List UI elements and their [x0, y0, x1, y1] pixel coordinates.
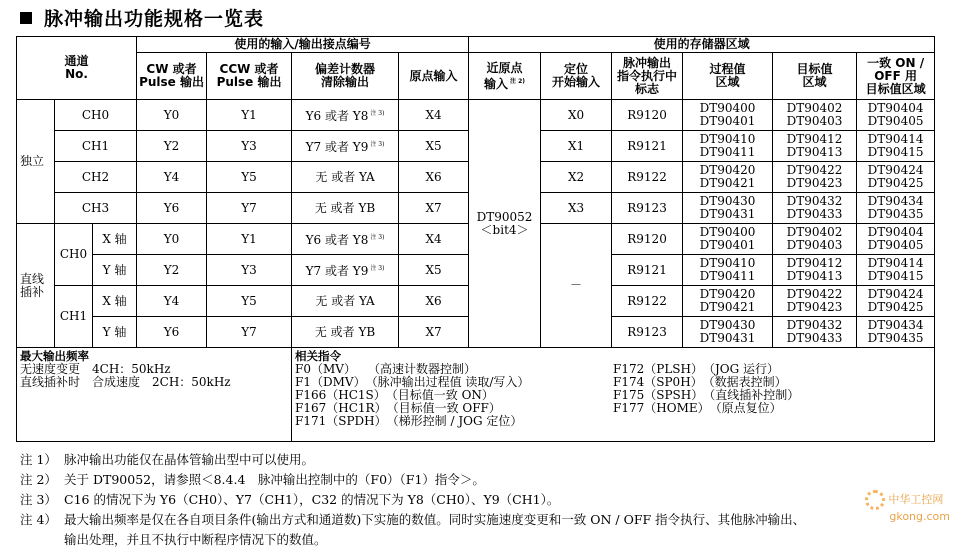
group-linear-interpolation: 直线 插补	[17, 224, 55, 348]
header-channel: 通道 No.	[17, 37, 137, 100]
header-origin-input: 原点输入	[399, 53, 469, 100]
position-start-input: X3	[541, 193, 612, 224]
match-area: DT90434 DT90435	[857, 317, 935, 348]
page-title: 脉冲输出功能规格一览表	[20, 4, 264, 31]
exec-flag: R9120	[612, 224, 683, 255]
gear-icon	[865, 490, 885, 510]
max-frequency-title: 最大输出频率	[20, 349, 89, 363]
footnote-ref: 注 2)	[510, 77, 526, 85]
exec-flag: R9120	[612, 100, 683, 131]
elapsed-area: DT90400 DT90401	[683, 224, 773, 255]
elapsed-area: DT90430 DT90431	[683, 317, 773, 348]
cw-output: Y6	[137, 193, 207, 224]
row-label: Y 轴	[93, 317, 137, 348]
header-match-area: 一致 ON / OFF 用 目标值区域	[857, 53, 935, 100]
table-row	[17, 100, 935, 131]
target-area: DT90402 DT90403	[773, 224, 857, 255]
footnote: 注 4） 最大输出频率是仅在各自项目条件(输出方式和通道数)下实施的数值。同时实施速度变更和一致 ON / OFF 指令执行、其他脉冲输出、	[20, 512, 806, 527]
header-memory-group: 使用的存储器区域	[469, 37, 935, 53]
related-instructions-title: 相关指令	[295, 349, 342, 363]
footnote: 注 3） C16 的情况下为 Y6（CH0）、Y7（CH1），C32 的情况下为 Y8（CH0）、Y9（CH1）。	[20, 492, 560, 507]
deviation-clear-output: Y7 或者 Y9 $^{注 3)}$	[292, 255, 399, 286]
elapsed-area: DT90400 DT90401	[683, 100, 773, 131]
origin-input: X7	[399, 193, 469, 224]
row-label: X 轴	[93, 224, 137, 255]
origin-input: X5	[399, 131, 469, 162]
origin-input: X6	[399, 162, 469, 193]
elapsed-area: DT90430 DT90431	[683, 193, 773, 224]
header-target-area: 目标值 区域	[773, 53, 857, 100]
position-start-input: X0	[541, 100, 612, 131]
origin-input: X4	[399, 100, 469, 131]
header-ccw: CCW 或者 Pulse 输出	[207, 53, 292, 100]
origin-input: X5	[399, 255, 469, 286]
origin-input: X7	[399, 317, 469, 348]
deviation-clear-output: Y6 或者 Y8 $^{注 3)}$	[292, 100, 399, 131]
elapsed-area: DT90420 DT90421	[683, 286, 773, 317]
origin-input: X6	[399, 286, 469, 317]
cw-output: Y4	[137, 286, 207, 317]
related-instructions-box	[292, 348, 935, 442]
header-row-1	[17, 37, 935, 53]
near-origin-value: DT90052 ＜bit4＞	[469, 100, 541, 348]
row-label: CH1	[55, 131, 137, 162]
elapsed-area: DT90410 DT90411	[683, 255, 773, 286]
target-area: DT90412 DT90413	[773, 131, 857, 162]
header-elapsed-area: 过程值 区域	[683, 53, 773, 100]
header-exec-flag: 脉冲输出 指令执行中 标志	[612, 53, 683, 100]
footnote: 输出处理，并且不执行中断程序情况下的数值。	[64, 532, 327, 547]
footnote-ref: 注 3)	[370, 265, 385, 272]
footnote-ref: 注 3)	[370, 110, 385, 117]
ccw-output: Y5	[207, 162, 292, 193]
match-area: DT90404 DT90405	[857, 224, 935, 255]
spec-table	[16, 36, 935, 442]
cw-output: Y2	[137, 255, 207, 286]
match-area: DT90414 DT90415	[857, 255, 935, 286]
target-area: DT90412 DT90413	[773, 255, 857, 286]
deviation-clear-output: 无 或者 YA	[292, 286, 399, 317]
target-area: DT90432 DT90433	[773, 317, 857, 348]
exec-flag: R9123	[612, 317, 683, 348]
cw-output: Y0	[137, 100, 207, 131]
ccw-output: Y1	[207, 100, 292, 131]
position-start-input: X1	[541, 131, 612, 162]
group-ch0: CH0	[55, 224, 93, 286]
ccw-output: Y7	[207, 317, 292, 348]
header-io-group: 使用的输入/输出接点编号	[137, 37, 469, 53]
origin-input: X4	[399, 224, 469, 255]
exec-flag: R9121	[612, 255, 683, 286]
max-frequency-box: 最大输出频率 无速度变更 4CH：50kHz 直线插补时 合成速度 2CH：50kHz	[17, 348, 292, 442]
group-ch1: CH1	[55, 286, 93, 348]
exec-flag: R9121	[612, 131, 683, 162]
target-area: DT90422 DT90423	[773, 286, 857, 317]
position-start-input: X2	[541, 162, 612, 193]
deviation-clear-output: 无 或者 YB	[292, 193, 399, 224]
title-square-icon	[20, 12, 32, 24]
ccw-output: Y3	[207, 255, 292, 286]
row-label: CH0	[55, 100, 137, 131]
match-area: DT90424 DT90425	[857, 162, 935, 193]
instructions-left: F0（MV） （高速计数器控制） F1（DMV） （脉冲输出过程值 读取/写入） F166（HC1S） （目标值一致 ON） F167（HC1R） （目标值一致 OFF） F171（SPDH） （梯形控制 / JOG 定位）	[295, 362, 530, 428]
watermark: 中华工控网 gkong.com	[865, 490, 950, 523]
match-area: DT90414 DT90415	[857, 131, 935, 162]
footnotes	[20, 450, 950, 550]
exec-flag: R9122	[612, 162, 683, 193]
deviation-clear-output: Y7 或者 Y9 $^{注 3)}$	[292, 131, 399, 162]
footnote: 注 1） 脉冲输出功能仅在晶体管输出型中可以使用。	[20, 452, 315, 467]
row-label: X 轴	[93, 286, 137, 317]
target-area: DT90432 DT90433	[773, 193, 857, 224]
group-independent: 独立	[17, 100, 55, 224]
cw-output: Y2	[137, 131, 207, 162]
position-start-dash: －	[541, 224, 612, 348]
match-area: DT90434 DT90435	[857, 193, 935, 224]
elapsed-area: DT90410 DT90411	[683, 131, 773, 162]
ccw-output: Y3	[207, 131, 292, 162]
row-label: CH2	[55, 162, 137, 193]
cw-output: Y6	[137, 317, 207, 348]
footnote-ref: 注 3)	[370, 234, 385, 241]
exec-flag: R9123	[612, 193, 683, 224]
deviation-clear-output: 无 或者 YA	[292, 162, 399, 193]
cw-output: Y4	[137, 162, 207, 193]
footnote-ref: 注 3)	[370, 141, 385, 148]
deviation-clear-output: Y6 或者 Y8 $^{注 3)}$	[292, 224, 399, 255]
ccw-output: Y7	[207, 193, 292, 224]
elapsed-area: DT90420 DT90421	[683, 162, 773, 193]
deviation-clear-output: 无 或者 YB	[292, 317, 399, 348]
ccw-output: Y5	[207, 286, 292, 317]
row-label: Y 轴	[93, 255, 137, 286]
header-deviation-clear: 偏差计数器 清除输出	[292, 53, 399, 100]
match-area: DT90424 DT90425	[857, 286, 935, 317]
header-near-origin: 近原点 输入 $^{注 2)}$	[469, 53, 541, 100]
ccw-output: Y1	[207, 224, 292, 255]
target-area: DT90422 DT90423	[773, 162, 857, 193]
match-area: DT90404 DT90405	[857, 100, 935, 131]
cw-output: Y0	[137, 224, 207, 255]
header-position-start: 定位 开始输入	[541, 53, 612, 100]
target-area: DT90402 DT90403	[773, 100, 857, 131]
instructions-right: F172（PLSH） （JOG 运行） F174（SP0H） （数据表控制） F175（SPSH） （直线插补控制） F177（HOME） （原点复位）	[613, 362, 800, 415]
footnote: 注 2） 关于 DT90052，请参照＜8.4.4 脉冲输出控制中的（F0）（F1）指令＞。	[20, 472, 485, 487]
info-row	[17, 348, 935, 442]
row-label: CH3	[55, 193, 137, 224]
header-cw: CW 或者 Pulse 输出	[137, 53, 207, 100]
header-row-2	[17, 53, 935, 100]
exec-flag: R9122	[612, 286, 683, 317]
